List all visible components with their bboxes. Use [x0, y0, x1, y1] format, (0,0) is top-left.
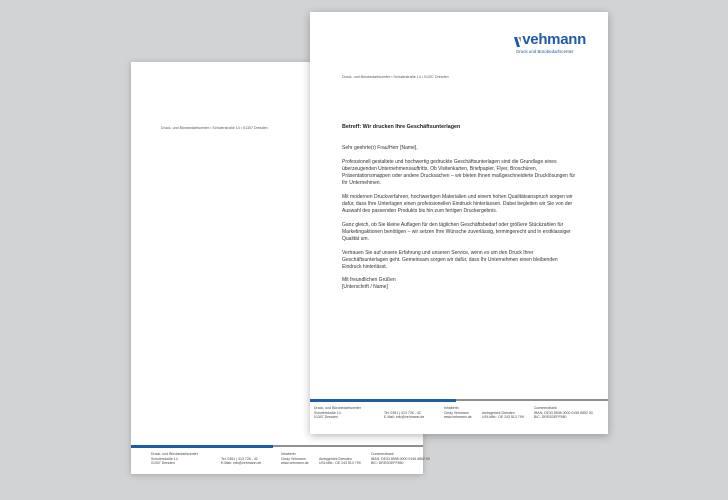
footer-bank: Commerzbank IBAN: DE33 8508 0000 0196 6852 00 BIC: DRESDEFF850	[371, 452, 430, 466]
footer-company: Druck- und Bürobedarfscenter Schulerstraße 14 01307 Dresden	[314, 406, 361, 420]
footer-court: Amtsgericht Dresden USt-IdNr.: DE 243 513 799	[319, 456, 361, 466]
letter-paragraph: Mit modernen Druckverfahren, hochwertigen Materialien und einem hohen Qualitätsanspruch sorgen wir dafür, dass Ihre Unterlagen einen professionellen Eindruck hinterlassen. Dabei begleiten wir Sie von der Auswahl des passenden Produkts bis hin zum fertigen Druckergebnis.	[342, 193, 573, 214]
logo-mark-icon	[514, 36, 522, 48]
footer-owner: Inhaberin Cindy Vehmann www.vehmann.de	[281, 452, 309, 466]
letter-body	[342, 124, 578, 292]
letter-paragraph: Professionell gestaltete und hochwertig gedruckte Geschäftsunterlagen sind die Grundlage eines überzeugenden Unternehmensauftritts. Ob Visitenkarten, Briefpapier, Flyer, Broschüren, Präsentationsmappen oder andere Drucksachen – wir bieten Ihnen maßgeschneiderte Drucklösungen für Ihr Unternehmen.	[342, 158, 576, 187]
letter-salutation: Sehr geehrte(r) Frau/Herr [Name],	[342, 145, 418, 152]
sender-line: Druck- und Bürobedarfscenter • Schulerstraße 14 • 01307 Dresden	[342, 75, 449, 79]
company-logo	[514, 32, 586, 54]
logo-name: vehmann	[522, 31, 586, 48]
footer-owner: Inhaberin Cindy Vehmann www.vehmann.de	[444, 406, 472, 420]
sender-line: Druck- und Bürobedarfscenter • Schulerstraße 14 • 01307 Dresden	[161, 126, 268, 130]
letter-paragraph: Vertrauen Sie auf unsere Erfahrung und unseren Service, wenn es um den Druck Ihrer Geschäftsunterlagen geht. Gemeinsam sorgen wir dafür, dass Ihr Unternehmen einen bleibenden Eindruck hinterlässt.	[342, 249, 558, 270]
letter-paragraph: Ganz gleich, ob Sie kleine Auflagen für den täglichen Geschäftsbedarf oder größere Stückzahlen für Marketingaktionen benötigen – wir setzen Ihre Wünsche zuverlässig, termingerecht und in erstklassiger Qualität um.	[342, 221, 571, 242]
footer-stripe-blue	[131, 445, 273, 448]
footer-court: Amtsgericht Dresden USt-IdNr.: DE 243 513 799	[482, 410, 524, 420]
footer	[314, 406, 604, 420]
letter-closing: Mit freundlichen Grüßen	[342, 277, 396, 284]
footer	[151, 452, 441, 466]
footer-contact: Tel: 0351 | 413 726 - 42 E-Mail: info@vehmann.de	[384, 410, 425, 420]
footer-company: Druck- und Bürobedarfscenter Schulerstraße 14 01307 Dresden	[151, 452, 198, 466]
footer-contact: Tel: 0351 | 413 726 - 42 E-Mail: info@vehmann.de	[221, 456, 262, 466]
logo-tagline: Druck und Bürobedarfscenter	[516, 49, 574, 54]
footer-stripe-blue	[310, 399, 456, 402]
footer-bank: Commerzbank IBAN: DE33 8508 0000 0196 6852 00 BIC: DRESDEFF850	[534, 406, 593, 420]
letter-signature: [Unterschrift / Name]	[342, 284, 388, 291]
letter-subject: Betreff: Wir drucken Ihre Geschäftsunterlagen	[342, 124, 461, 130]
letter-front-sheet	[310, 12, 608, 434]
